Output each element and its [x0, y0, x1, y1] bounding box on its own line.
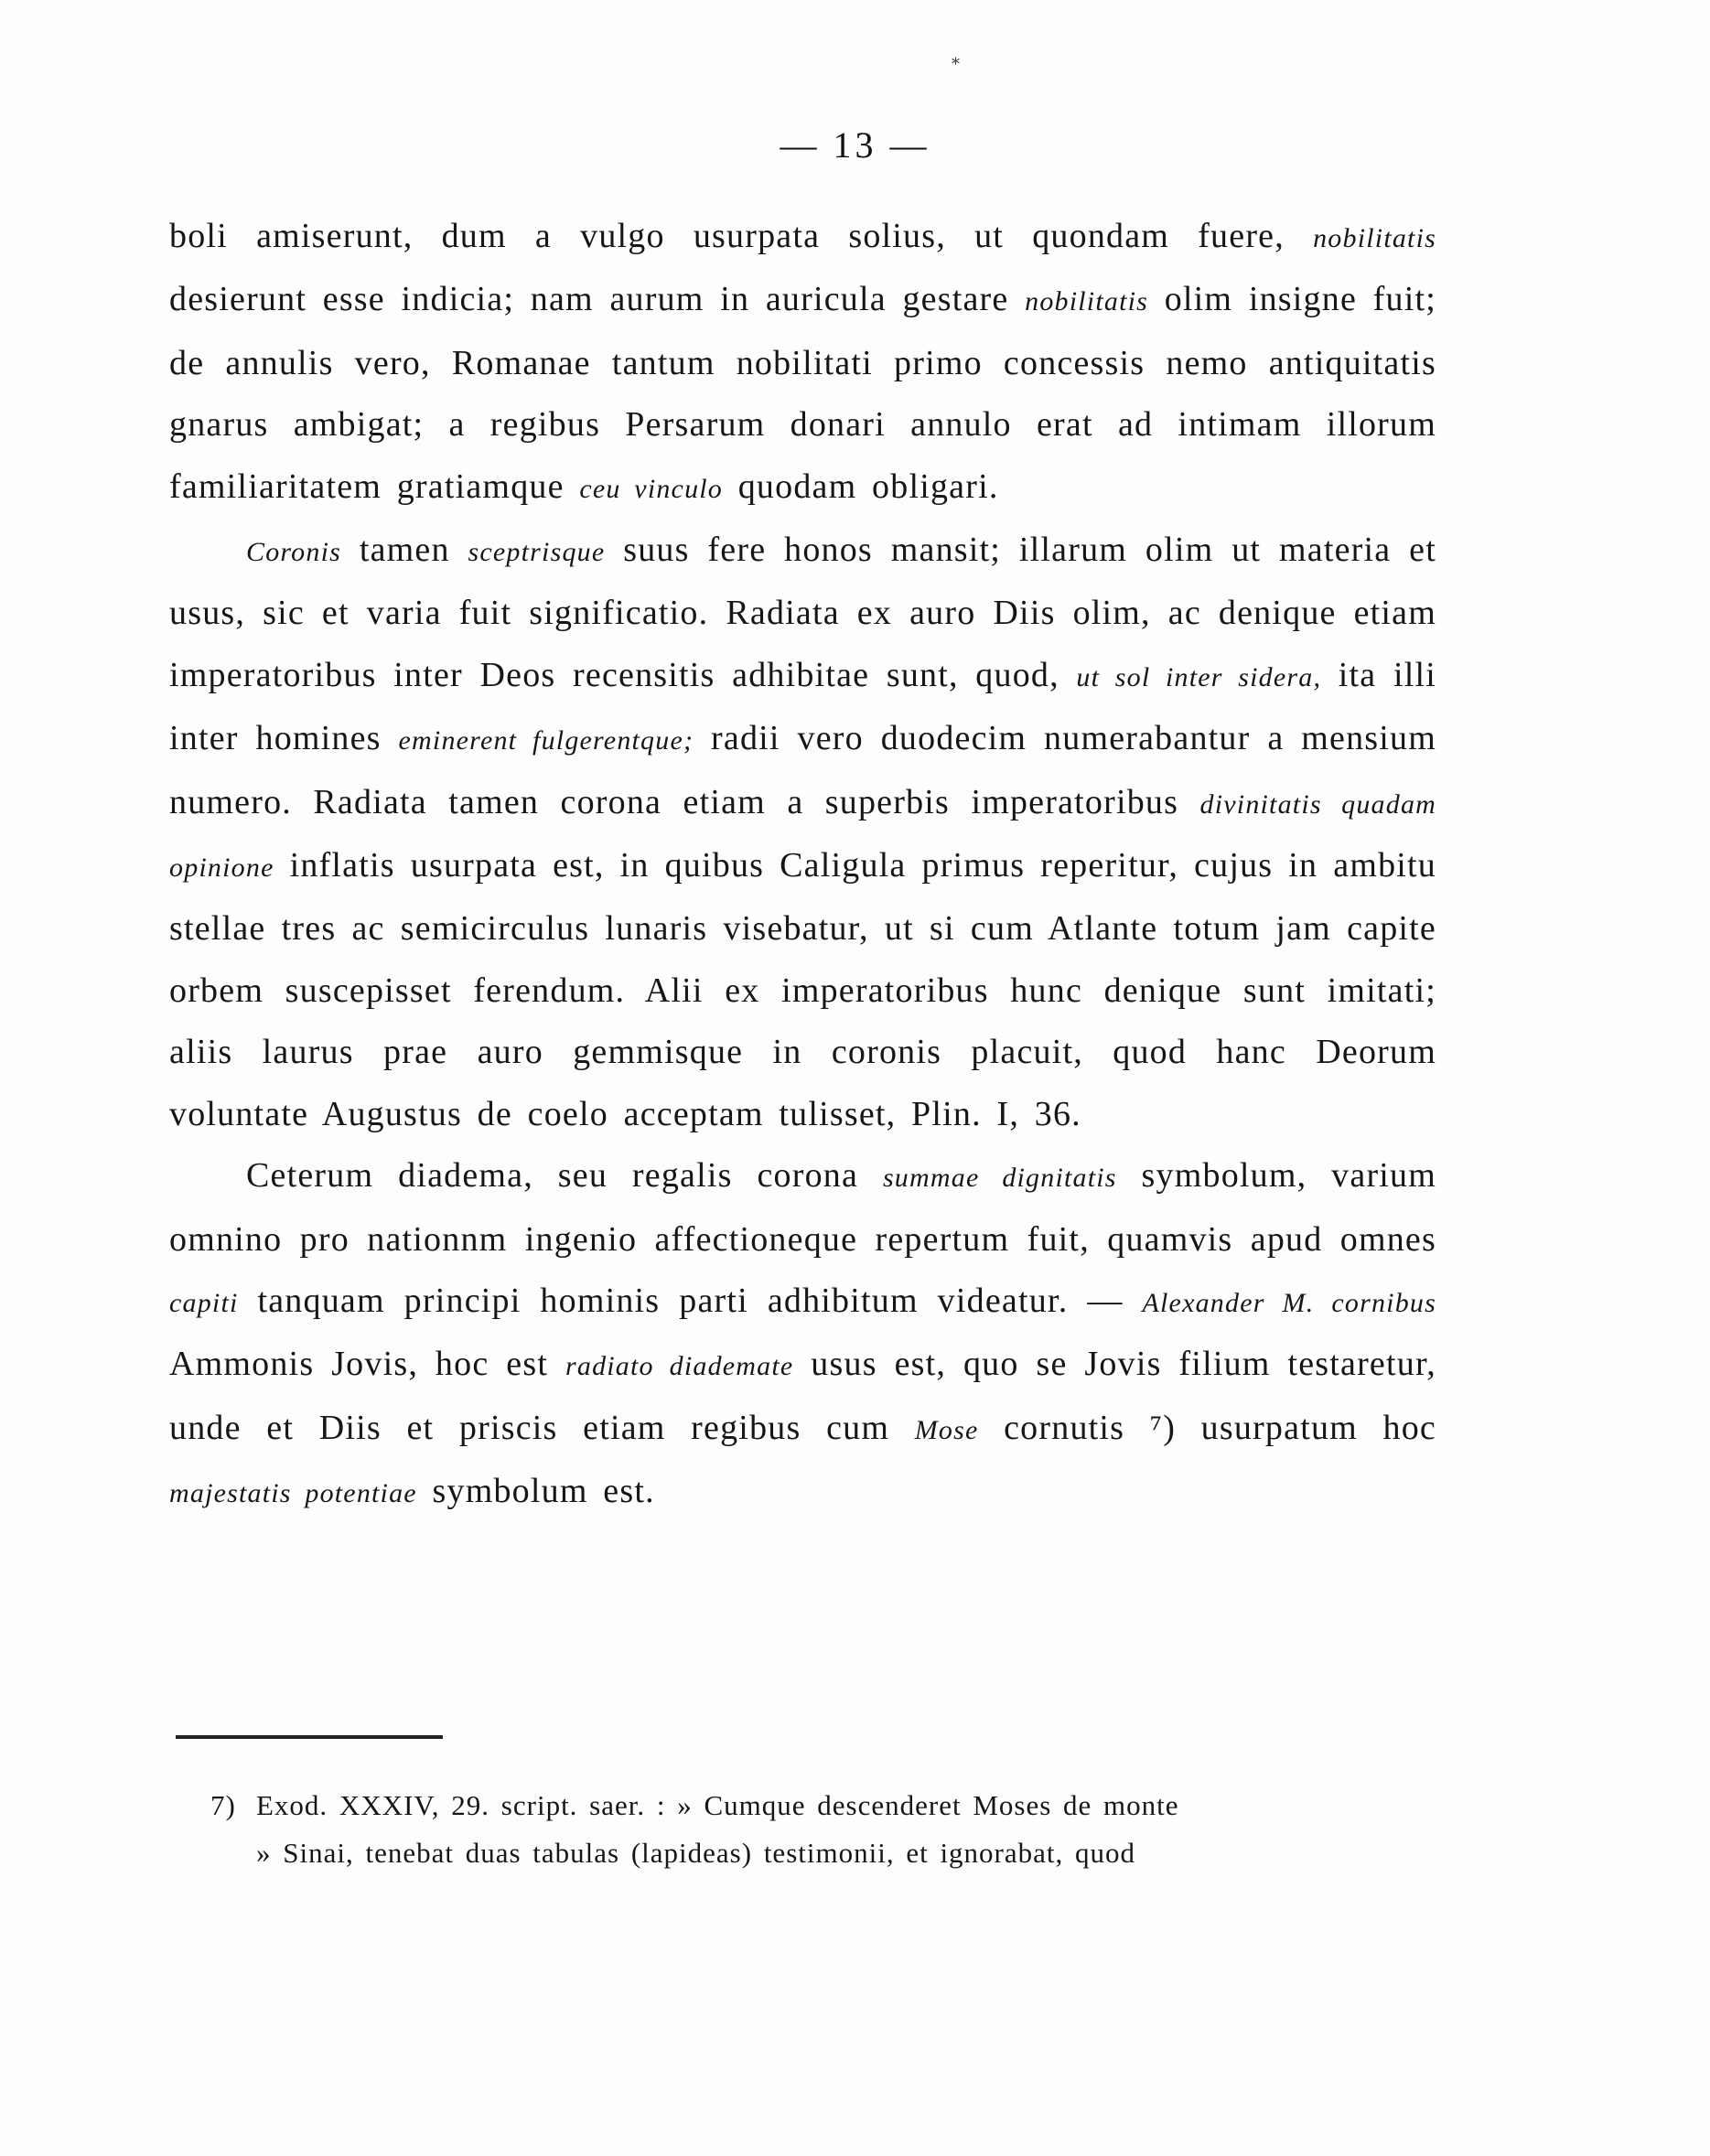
italic-phrase: eminerent fulgerentque;: [398, 725, 694, 756]
italic-phrase: Coronis: [246, 537, 341, 568]
footnote-separator: [176, 1735, 443, 1739]
ink-speck: *: [952, 55, 960, 74]
footnote-text-1: Exod. XXXIV, 29. script. saer. : » Cumque descenderet Moses de monte: [256, 1789, 1179, 1821]
italic-phrase: nobilitatis: [1313, 223, 1436, 253]
italic-phrase: Alexander M. cornibus: [1142, 1287, 1436, 1318]
italic-phrase: nobilitatis: [1025, 286, 1149, 317]
italic-phrase: capiti: [169, 1287, 239, 1318]
italic-phrase: Mose: [914, 1414, 979, 1445]
italic-phrase: summae dignitatis: [882, 1163, 1117, 1194]
italic-phrase: radiato diademate: [565, 1351, 794, 1382]
paragraph-2: Coronis tamen sceptrisque suus fere honos mansit; illarum olim ut materia et usus, sic et varia fuit significatio. Radiata ex auro Diis olim, ac denique etiam imperatoribus inter Deos recensitis adhibitae sunt, quod, ut sol inter sidera, ita illi inter homines eminerent fulgerentque; radii vero duodecim numerabantur a mensium numero. Radiata tamen corona etiam a superbis imperatoribus divinitatis quadam opinione inflatis usurpata est, in quibus Caligula primus reperitur, cujus in ambitu stellae tres ac semicirculus lunaris visebatur, ut si cum Atlante totum jam capite orbem suscepisset ferendum. Alii ex imperatoribus hunc denique sunt imitati; aliis laurus prae auro gemmisque in coronis placuit, quod hanc Deorum voluntate Augustus de coelo acceptam tulisset, Plin. I, 36.: [169, 531, 1437, 1133]
footnote-line-1: [174, 1782, 1446, 1829]
italic-phrase: sceptrisque: [468, 537, 606, 568]
italic-phrase: majestatis potentiae: [169, 1478, 417, 1509]
italic-phrase: ceu vinculo: [579, 473, 724, 504]
paragraph-3: Ceterum diadema, seu regalis corona summae dignitatis symbolum, varium omnino pro nationnm ingenio affectioneque repertum fuit, quamvis apud omnes capiti tanquam principi hominis parti adhibitum videatur. — Alexander M. cornibus Ammonis Jovis, hoc est radiato diademate usus est, quo se Jovis filium testaretur, unde et Diis et priscis etiam regibus cum Mose cornutis ⁷) usurpatum hoc majestatis potentiae symbolum est.: [169, 1156, 1437, 1511]
footnote-line-2: » Sinai, tenebat duas tabulas (lapideas) testimonii, et ignorabat, quod: [256, 1837, 1136, 1869]
page-number: — 13 —: [780, 124, 930, 166]
footnote: [174, 1782, 1446, 1877]
italic-phrase: divinitatis quadam opinione: [169, 788, 1437, 884]
footnote-number: 7): [210, 1789, 236, 1821]
main-text: [169, 206, 1436, 1525]
italic-phrase: ut sol inter sidera,: [1076, 661, 1322, 692]
paragraph-1: boli amiserunt, dum a vulgo usurpata solius, ut quondam fuere, nobilitatis desierunt esse indicia; nam aurum in auricula gestare nobilitatis olim insigne fuit; de annulis vero, Romanae tantum nobilitati primo concessis nemo antiquitatis gnarus ambigat; a regibus Persarum donari annulo erat ad intimam illorum familiaritatem gratiamque ceu vinculo quodam obligari.: [169, 217, 1437, 506]
